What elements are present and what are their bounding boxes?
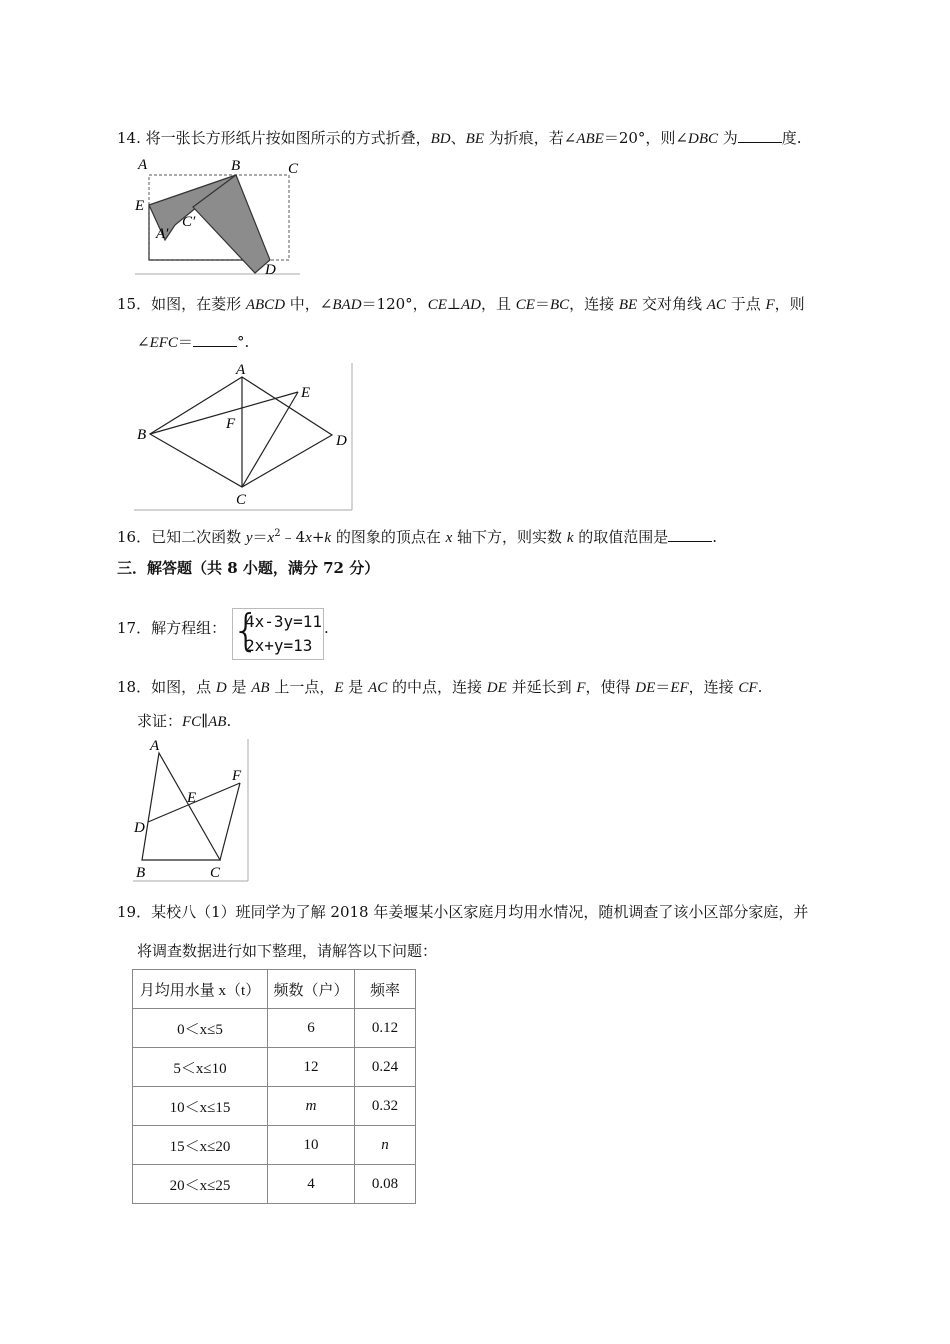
svg-text:A′: A′ xyxy=(156,226,169,242)
table-header-row: 月均用水量 x（t） 频数（户） 频率 xyxy=(133,970,416,1009)
svg-text:A: A xyxy=(150,738,160,754)
q19-text-line1: 19．某校八（1）班同学为了解 2018 年姜堰某小区家庭月均用水情况，随机调查了该小区部分家庭，并 xyxy=(117,903,809,921)
q15-text-line2: ∠EFC＝ °. xyxy=(137,333,250,351)
answer-blank xyxy=(193,333,237,347)
brace-icon: { xyxy=(232,605,260,656)
svg-text:F: F xyxy=(232,768,242,784)
svg-text:B: B xyxy=(137,427,147,443)
equation-system: { 4x-3y=11 2x+y=13 xyxy=(232,608,324,660)
q19-text-line2: 将调查数据进行如下整理，请解答以下问题： xyxy=(137,942,438,960)
svg-text:D: D xyxy=(265,262,276,278)
q17-label: 17．解方程组： xyxy=(117,619,227,637)
svg-text:D: D xyxy=(336,433,347,449)
svg-text:C′: C′ xyxy=(182,214,196,230)
q18-text-line1: 18．如图，点 D 是 AB 上一点，E 是 AC 的中点，连接 DE 并延长到 F，使得 DE＝EF，连接 CF. xyxy=(117,678,763,696)
section-heading: 三．解答题（共 8 小题，满分 72 分） xyxy=(117,559,380,577)
answer-blank xyxy=(738,129,782,143)
svg-text:F: F xyxy=(226,416,236,432)
table-row: 20＜x≤25 4 0.08 xyxy=(133,1165,416,1204)
q15-figure xyxy=(133,362,355,512)
table-row: 10＜x≤15 m 0.32 xyxy=(133,1087,416,1126)
table-row: 15＜x≤20 10 n xyxy=(133,1126,416,1165)
svg-text:A: A xyxy=(138,157,148,173)
table-row: 5＜x≤10 12 0.24 xyxy=(133,1048,416,1087)
svg-text:E: E xyxy=(135,198,145,214)
answer-blank xyxy=(668,528,712,542)
svg-text:D: D xyxy=(134,820,145,836)
q14-figure xyxy=(130,155,305,280)
svg-text:B: B xyxy=(136,865,146,881)
svg-text:C: C xyxy=(210,865,221,881)
table-row: 0＜x≤5 6 0.12 xyxy=(133,1009,416,1048)
q14-text: 14. 将一张长方形纸片按如图所示的方式折叠，BD、BE 为折痕，若∠ABE＝20°，则∠DBC 为 度. xyxy=(117,129,802,147)
q17-end: . xyxy=(324,619,329,637)
svg-text:B: B xyxy=(231,158,241,174)
svg-text:E: E xyxy=(187,790,197,806)
svg-text:C: C xyxy=(236,492,247,508)
svg-text:C: C xyxy=(288,161,299,177)
q15-text-line1: 15．如图，在菱形 ABCD 中，∠BAD＝120°，CE⊥AD，且 CE＝BC，连接 BE 交对角线 AC 于点 F，则 xyxy=(117,295,805,313)
q16-text: 16．已知二次函数 $y=x^2﹣4x+k$ 的图象的顶点在 x 轴下方，则实数 k 的取值范围是 . xyxy=(117,528,718,546)
svg-text:E: E xyxy=(301,385,311,401)
svg-text:A: A xyxy=(236,362,246,378)
q18-text-line2: 求证：FC∥AB. xyxy=(137,712,232,730)
q18-figure xyxy=(132,738,250,883)
frequency-table xyxy=(132,969,416,1204)
